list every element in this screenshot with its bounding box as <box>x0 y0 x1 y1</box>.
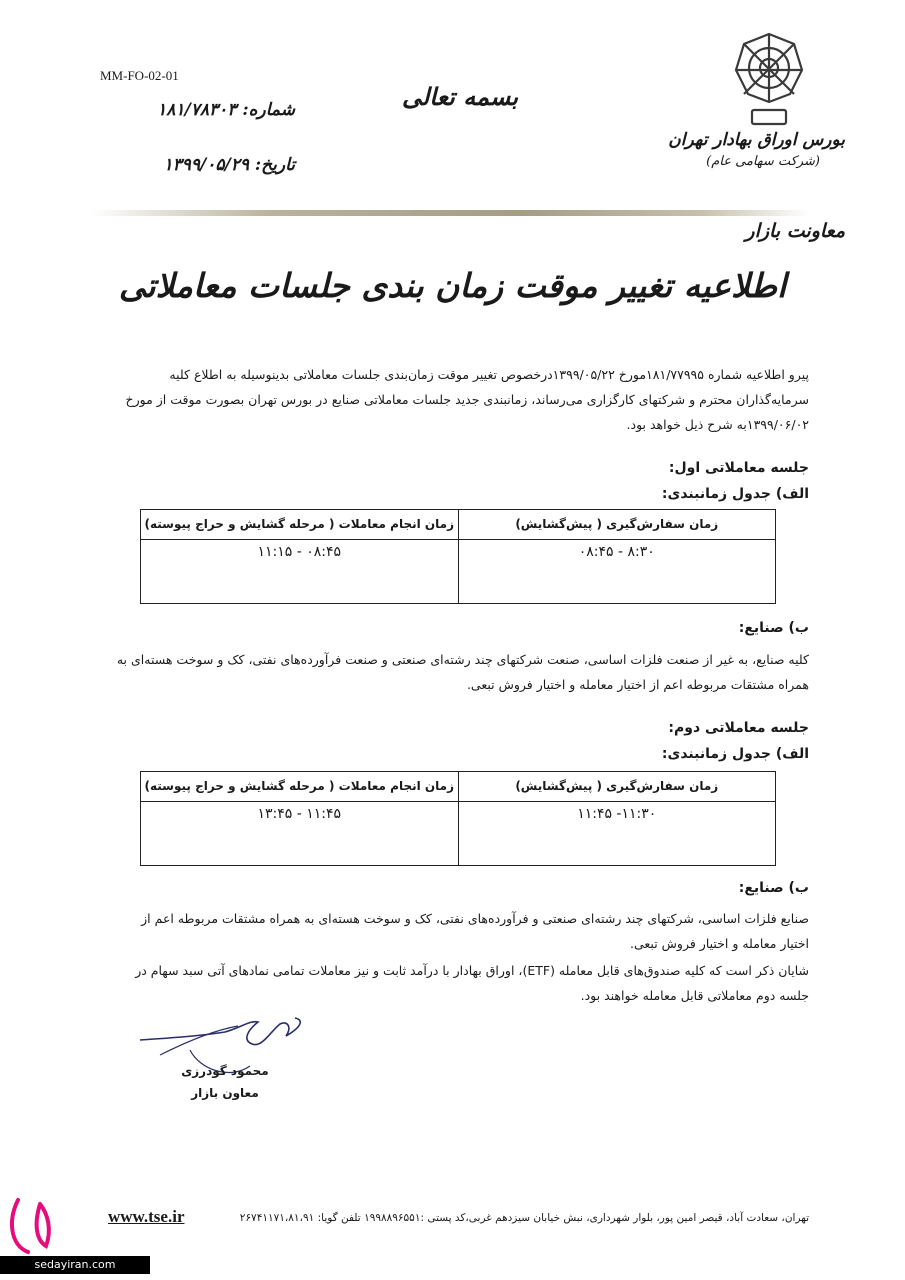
session1-industries-text: کلیه صنایع، به غیر از صنعت فلزات اساسی، صنعت شرکتهای چند رشته‌ای صنعتی و صنعت فرآورده‌های نفتی، کک و سوخت هسته‌ای به همراه مشتقات مربوطه اعم از اختیار معامله و اختیار فروش تبعی. <box>116 652 809 692</box>
session1-heading: جلسه معاملاتی اول: <box>668 460 809 476</box>
letter-date <box>120 155 295 175</box>
header-divider <box>90 210 810 216</box>
letter-number-value: ۱۸۱/۷۸۳۰۳ <box>157 100 237 120</box>
signatory-name: محمود گودرزی <box>181 1064 269 1078</box>
session2-col-pre-open: زمان سفارش‌گیری ( پیش‌گشایش) <box>458 772 776 802</box>
session2-industries-text: صنایع فلزات اساسی، شرکتهای چند رشته‌ای صنعتی و فرآورده‌های نفتی، کک و سوخت هسته‌ای به همراه مشتقات مربوطه اعم از اختیار معامله و اختیار فروش تبعی. <box>141 911 809 951</box>
session2-schedule-table <box>140 771 776 866</box>
bismillah-heading: بسمه تعالی <box>401 82 519 111</box>
form-code: MM-FO-02-01 <box>100 68 179 83</box>
session1-trading-time: ۰۸:۴۵ - ۱۱:۱۵ <box>141 540 459 604</box>
session1-col-trading: زمان انجام معاملات ( مرحله گشایش و حراج پیوسته) <box>141 510 459 540</box>
session2-schedule-label: الف) جدول زمانبندی: <box>661 746 809 762</box>
session2-industries-label: ب) صنایع: <box>738 880 809 896</box>
session2-pre-open-time: ۱۱:۳۰- ۱۱:۴۵ <box>458 802 776 866</box>
session2-col-trading: زمان انجام معاملات ( مرحله گشایش و حراج پیوسته) <box>141 772 459 802</box>
footer-website-link[interactable]: www.tse.ir <box>108 1207 185 1226</box>
organization-name: بورس اوراق بهادار تهران <box>668 130 845 150</box>
signatory-position: معاون بازار <box>191 1086 259 1100</box>
session1-col-pre-open: زمان سفارش‌گیری ( پیش‌گشایش) <box>458 510 776 540</box>
etf-note: شایان ذکر است که کلیه صندوق‌های قابل معامله (ETF)، اوراق بهادار با درآمد ثابت و نیز معاملات تمامی نمادهای آتی سبد سهام در جلسه دوم معاملاتی قابل معامله خواهند بود. <box>135 963 809 1003</box>
session2-heading: جلسه معاملاتی دوم: <box>668 720 809 736</box>
session1-industries-label: ب) صنایع: <box>738 620 809 636</box>
session1-schedule-table <box>140 509 776 604</box>
footer-address: تهران، سعادت آباد، قیصر امین پور، بلوار شهرداری، نبش خیابان سیزدهم غربی،کد پستی :۱۹۹۸۸۹۶۵۵۱ تلفن گویا: ۲۶۷۴۱۱۷۱،۸۱،۹۱ <box>239 1212 809 1224</box>
intro-paragraph: پیرو اطلاعیه شماره ۱۸۱/۷۷۹۹۵مورخ ۱۳۹۹/۰۵/۲۲درخصوص تغییر موقت زمان‌بندی جلسات معاملاتی بدینوسیله به اطلاع کلیه سرمایه‌گذاران محترم و شرکتهای کارگزاری می‌رساند، زمانبندی جدید جلسات معاملاتی صنایع در بورس تهران بصورت موقت از مورخ ۱۳۹۹/۰۶/۰۲به شرح ذیل خواهد بود. <box>125 367 809 432</box>
session1-schedule-label: الف) جدول زمانبندی: <box>661 486 809 502</box>
announcement-title: اطلاعیه تغییر موقت زمان بندی جلسات معاملاتی <box>118 266 787 305</box>
letter-date-value: ۱۳۹۹/۰۵/۲۹ <box>163 155 249 175</box>
letter-number-label: شماره: <box>242 100 295 120</box>
session1-pre-open-time: ۸:۳۰ - ۰۸:۴۵ <box>458 540 776 604</box>
tse-logo-icon <box>732 30 806 130</box>
session2-trading-time: ۱۱:۴۵ - ۱۳:۴۵ <box>141 802 459 866</box>
letter-number <box>120 100 295 120</box>
letter-date-label: تاریخ: <box>254 155 295 175</box>
signatory-block <box>160 1060 290 1104</box>
organization-type: (شرکت سهامی عام) <box>706 154 820 169</box>
watermark-text: sedayiran.com <box>0 1256 150 1274</box>
department-name: معاونت بازار <box>745 220 845 242</box>
